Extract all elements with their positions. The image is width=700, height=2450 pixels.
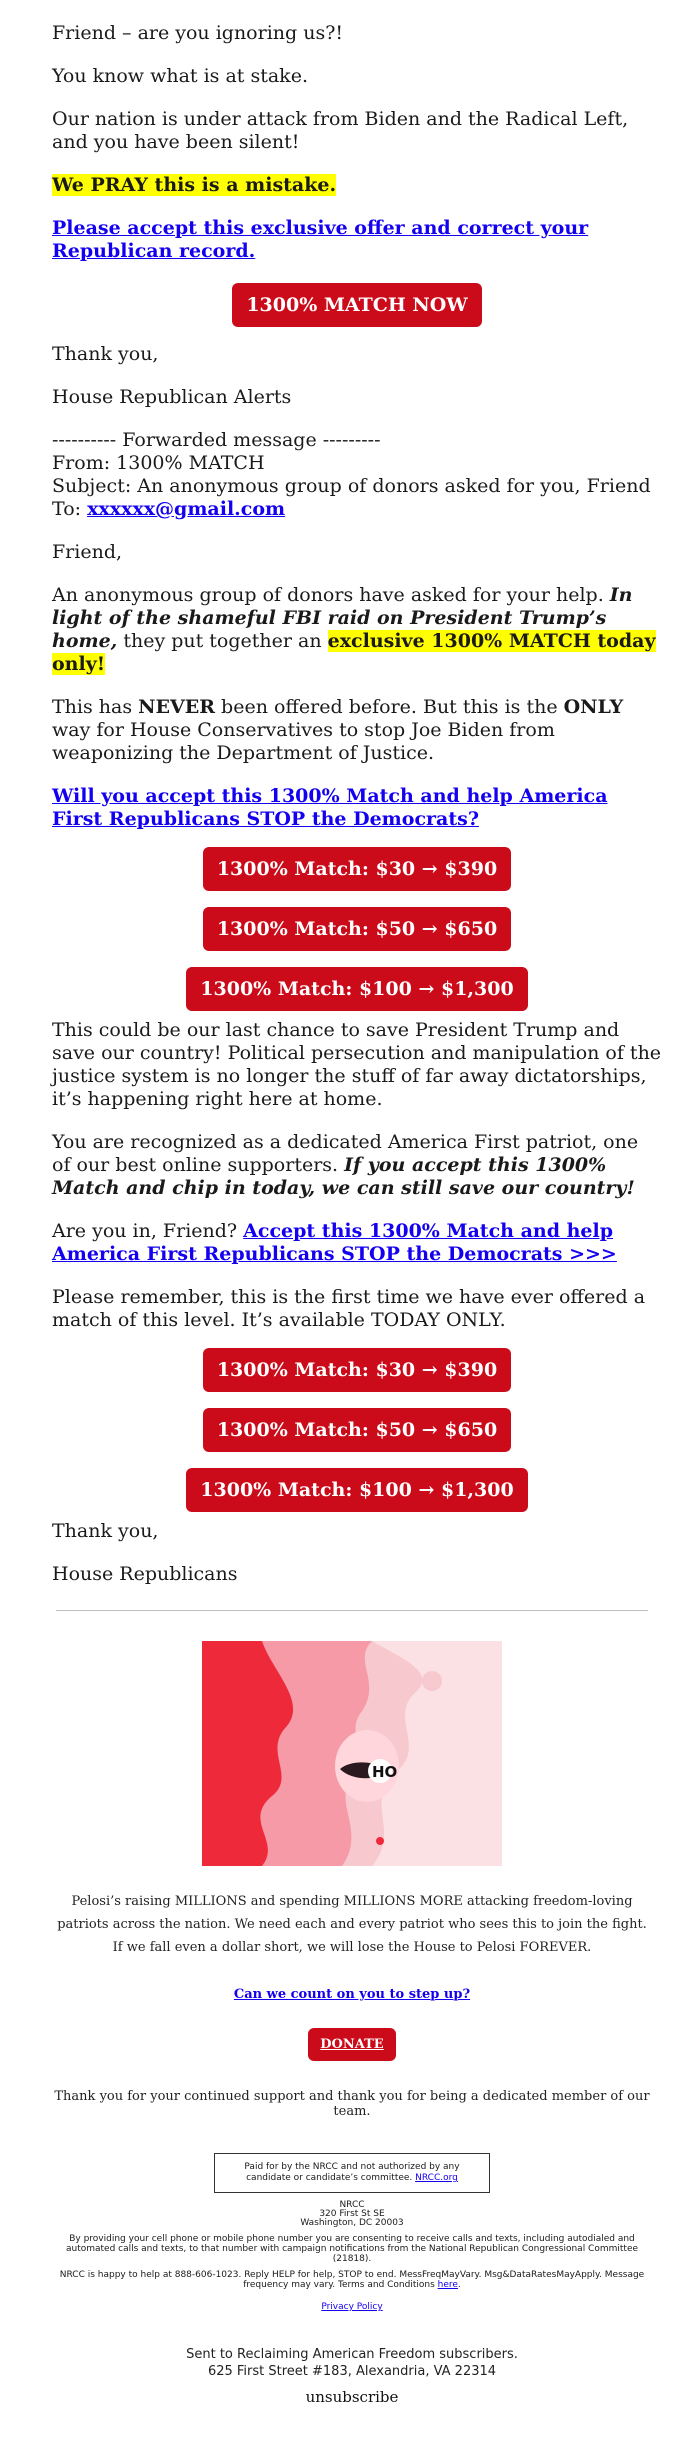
donors-text-c: they put together an <box>117 630 328 652</box>
match-row <box>52 1468 662 1512</box>
match-50-button-2[interactable]: 1300% Match: $50 → $650 <box>203 1408 511 1452</box>
hero-text: HO <box>372 1763 398 1781</box>
addr-line-2: 320 First St SE <box>319 2209 385 2219</box>
match-row <box>52 967 662 1011</box>
email-body <box>52 22 662 1606</box>
fwd-to-email-link[interactable]: xxxxxx@gmail.com <box>87 498 286 520</box>
nrcc-link[interactable]: NRCC.org <box>415 2173 458 2183</box>
fwd-to-label: To: <box>52 498 88 520</box>
fwd-subject: Subject: An anonymous group of donors asked for you, Friend <box>52 475 651 497</box>
match-row <box>52 847 662 891</box>
greeting-question: Friend – are you ignoring us?! <box>52 22 344 44</box>
match-30-button-2[interactable]: 1300% Match: $30 → $390 <box>203 1348 511 1392</box>
patriot-paragraph <box>52 1131 662 1200</box>
footer-divider <box>56 1610 648 1611</box>
stake-paragraph: You know what is at stake. <box>52 65 308 87</box>
privacy-policy-link[interactable]: Privacy Policy <box>321 2302 383 2312</box>
match-now-button[interactable]: 1300% MATCH NOW <box>232 283 481 327</box>
thank-you-2: Thank you, <box>52 1520 159 1542</box>
will-paragraph <box>52 785 662 831</box>
match-row <box>52 1408 662 1452</box>
paid-for-box <box>214 2153 490 2193</box>
donors-paragraph <box>52 584 662 676</box>
accept-offer-link[interactable]: Please accept this exclusive offer and correct your Republican record. <box>52 217 589 262</box>
addr-line-3: Washington, DC 20003 <box>300 2218 404 2228</box>
match-row <box>52 1348 662 1392</box>
donors-text-b: In light of the shameful FBI raid on President Trump’s home, <box>52 584 633 652</box>
consent-text: By providing your cell phone or mobile phone number you are consenting to receive calls and texts, including autodialed and automated calls and texts, to that number with campaign notifications from the National Republican Congressional Committee (21818). <box>65 2234 639 2264</box>
terms-link[interactable]: here <box>437 2280 458 2290</box>
footer <box>52 1610 652 2406</box>
match-now-row <box>52 283 662 327</box>
help-text-body: NRCC is happy to help at 888-606-1023. Reply HELP for help, STOP to end. MessFreqMayVary. Msg&DataRatesMayApply. Message frequency may vary. Terms and Conditions <box>59 2270 645 2290</box>
match-50-button[interactable]: 1300% Match: $50 → $650 <box>203 907 511 951</box>
thank-you-1: Thank you, <box>52 343 159 365</box>
pray-highlight: We PRAY this is a mistake. <box>52 174 337 196</box>
signature-2: House Republicans <box>52 1563 238 1585</box>
patriot-text-b: If you accept this 1300% Match and chip in today, we can still save our country! <box>52 1154 635 1199</box>
are-you-in-text: Are you in, Friend? <box>52 1220 244 1242</box>
paid-for-text: Paid for by the NRCC and not authorized by any candidate or candidate’s committee. <box>244 2162 460 2183</box>
donors-highlight: exclusive 1300% MATCH today only! <box>52 630 656 675</box>
help-text: NRCC is happy to help at 888-606-1023. Reply HELP for help, STOP to end. MessFreqMayVary. Msg&DataRatesMayApply. Message frequency may vary. Terms and Conditions here. <box>59 2270 645 2290</box>
sent-line-2: 625 First Street #183, Alexandria, VA 22314 <box>207 2364 497 2379</box>
never-text-c: been offered before. But this is the <box>215 696 564 718</box>
only-bold: ONLY <box>563 696 624 718</box>
never-bold: NEVER <box>138 696 216 718</box>
fwd-separator: ---------- Forwarded message --------- <box>52 429 381 451</box>
fwd-from: From: 1300% MATCH <box>52 452 265 474</box>
are-you-in-paragraph <box>52 1220 662 1266</box>
donors-text-a: An anonymous group of donors have asked for your help. <box>52 584 610 606</box>
signature-1: House Republican Alerts <box>52 386 292 408</box>
pelosi-hero-image <box>202 1641 502 1866</box>
pray-paragraph <box>52 174 662 197</box>
match-row <box>52 907 662 951</box>
never-text-a: This has <box>52 696 139 718</box>
never-text-e: way for House Conservatives to stop Joe Biden from weaponizing the Department of Justice. <box>52 719 555 764</box>
patriot-text-a: You are recognized as a dedicated America First patriot, one of our best online supporters. <box>52 1131 639 1176</box>
thanks-text: Thank you for your continued support and thank you for being a dedicated member of our team. <box>54 2089 650 2119</box>
accept-paragraph <box>52 217 662 263</box>
addr-line-1: NRCC <box>339 2200 365 2210</box>
nrcc-address <box>52 2201 652 2228</box>
match-100-button[interactable]: 1300% Match: $100 → $1,300 <box>186 967 527 1011</box>
match-30-button[interactable]: 1300% Match: $30 → $390 <box>203 847 511 891</box>
match-100-button-2[interactable]: 1300% Match: $100 → $1,300 <box>186 1468 527 1512</box>
forwarded-header <box>52 429 662 521</box>
fwd-to <box>52 498 662 521</box>
remember-paragraph: Please remember, this is the first time we have ever offered a match of this level. It’s available TODAY ONLY. <box>52 1286 646 1331</box>
accept-match-link[interactable]: Accept this 1300% Match and help America First Republicans STOP the Democrats >>> <box>52 1220 617 1265</box>
never-paragraph <box>52 696 662 765</box>
pelosi-paragraph: Pelosi’s raising MILLIONS and spending MILLIONS MORE attacking freedom-loving patriots across the nation. We need each and every patriot who sees this to join the fight. If we fall even a dollar short, we will lose the House to Pelosi FOREVER. <box>57 1894 647 1955</box>
count-on-you-link[interactable]: Can we count on you to step up? <box>233 1987 471 2002</box>
donate-button[interactable]: DONATE <box>308 2028 395 2061</box>
unsubscribe-link[interactable]: unsubscribe <box>305 2388 399 2406</box>
will-accept-link[interactable]: Will you accept this 1300% Match and help America First Republicans STOP the Democrats? <box>52 785 608 830</box>
sent-to-block <box>52 2346 652 2380</box>
attack-paragraph: Our nation is under attack from Biden and the Radical Left, and you have been silent! <box>52 108 629 153</box>
friend-salutation: Friend, <box>52 541 123 563</box>
sent-line-1: Sent to Reclaiming American Freedom subscribers. <box>186 2347 518 2362</box>
last-chance-paragraph: This could be our last chance to save President Trump and save our country! Political persecution and manipulation of the justice system is no longer the stuff of far away dictatorships, it’s happening right here at home. <box>52 1019 662 1110</box>
